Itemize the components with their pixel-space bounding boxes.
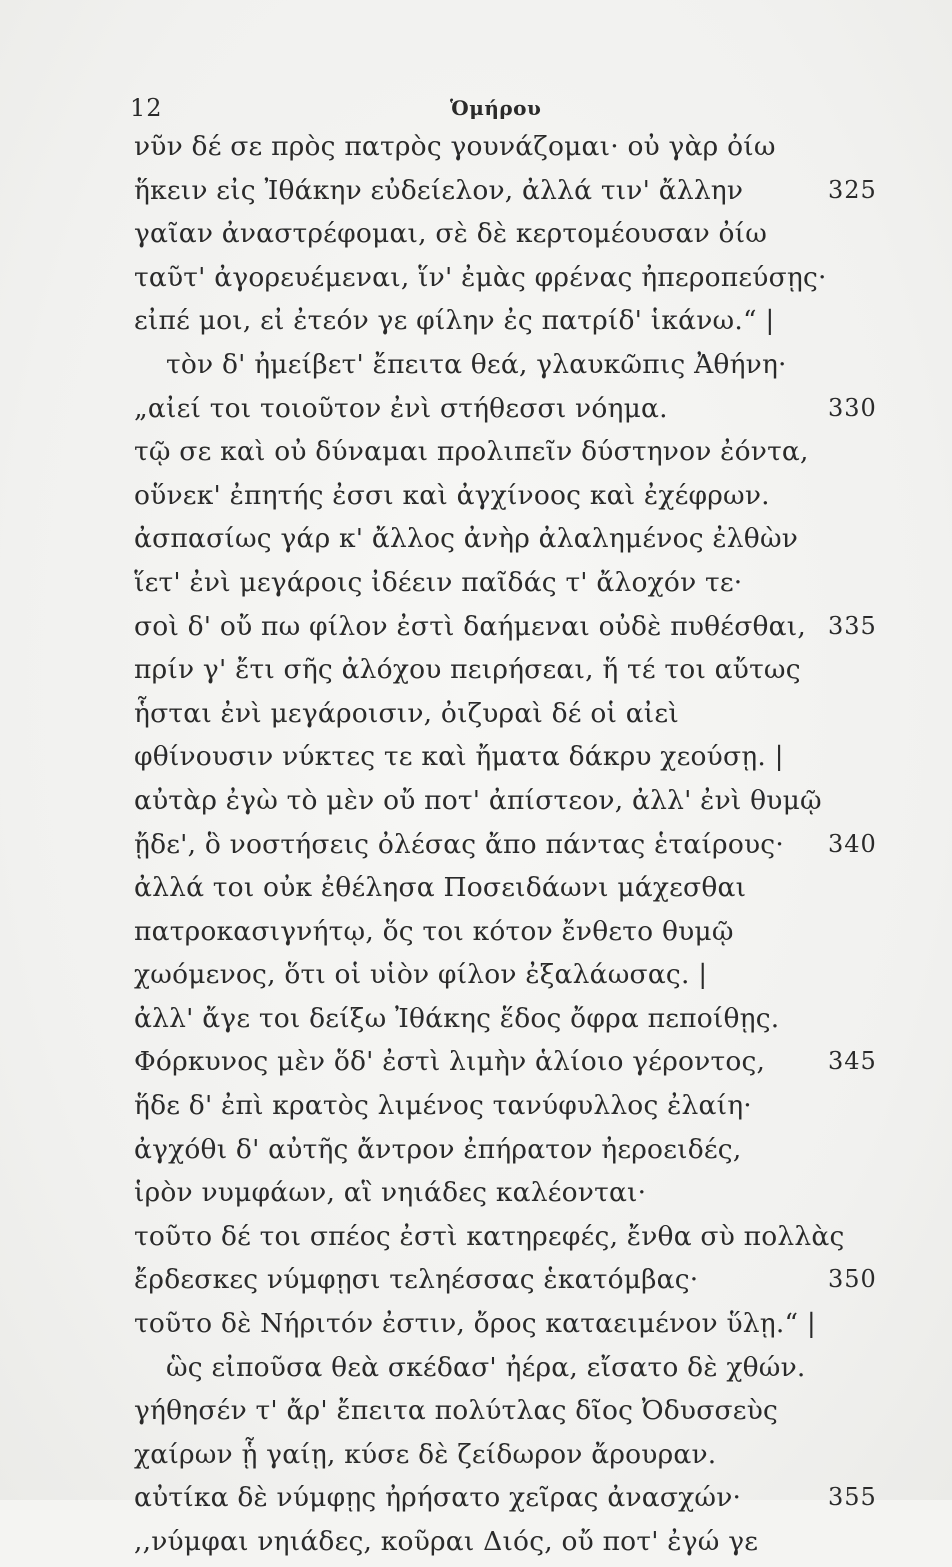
verse-line	[134, 1302, 884, 1346]
verse-text: χαίρων ᾗ γαίῃ, κύσε δὲ ζείδωρον ἄρουραν.	[134, 1438, 717, 1470]
verse-text: σοὶ δ' οὔ πω φίλον ἐστὶ δαήμεναι οὐδὲ πυθέσθαι,	[134, 610, 806, 642]
verse-line	[134, 1084, 884, 1128]
running-head: Ὁμήρου	[450, 96, 542, 120]
verse-line	[134, 648, 884, 692]
verse-line	[134, 997, 884, 1041]
verse-line	[134, 953, 884, 997]
verse-line	[134, 1520, 884, 1564]
verse-line	[134, 910, 884, 954]
verse-text: αὐτὰρ ἐγὼ τὸ μὲν οὔ ποτ' ἀπίστεον, ἀλλ' ἐνὶ θυμῷ	[134, 784, 822, 816]
verse-line	[134, 1258, 884, 1302]
verse-line	[134, 735, 884, 779]
verse-text: οὕνεκ' ἐπητής ἐσσι καὶ ἀγχίνοος καὶ ἐχέφρων.	[134, 479, 770, 511]
verse-line	[134, 517, 884, 561]
verse-text: γήθησέν τ' ἄρ' ἔπειτα πολύτλας δῖος Ὀδυσσεὺς	[134, 1395, 779, 1427]
verse-line	[134, 692, 884, 736]
verse-line	[134, 561, 884, 605]
verse-text: ἵετ' ἐνὶ μεγάροις ἰδέειν παῖδάς τ' ἄλοχόν τε·	[134, 566, 743, 598]
verse-text: τοῦτο δὲ Νήριτόν ἐστιν, ὄρος καταειμένον ὕλῃ.“ |	[134, 1308, 816, 1340]
verse-block	[134, 125, 884, 1564]
verse-text: εἰπέ μοι, εἰ ἐτεόν γε φίλην ἐς πατρίδ' ἱκάνω.“ |	[134, 305, 775, 337]
verse-line	[134, 1171, 884, 1215]
verse-text: τοῦτο δέ τοι σπέος ἐστὶ κατηρεφές, ἔνθα σὺ πολλὰς	[134, 1220, 845, 1252]
verse-text: ἥκειν εἰς Ἰθάκην εὐδείελον, ἀλλά τιν' ἄλλην	[134, 174, 744, 206]
verse-text: πρίν γ' ἔτι σῆς ἀλόχου πειρήσεαι, ἥ τέ τοι αὔτως	[134, 654, 801, 686]
line-number: 355	[828, 1483, 877, 1512]
verse-text: ,,νύμφαι νηιάδες, κοῦραι Διός, οὔ ποτ' ἐγώ γε	[134, 1526, 759, 1557]
verse-line	[134, 299, 884, 343]
verse-text: νῦν δέ σε πρὸς πατρὸς γουνάζομαι· οὐ γὰρ ὀίω	[134, 131, 776, 162]
verse-text: „αἰεί τοι τοιοῦτον ἐνὶ στήθεσσι νόημα.	[134, 392, 668, 424]
verse-text: ἥδε δ' ἐπὶ κρατὸς λιμένος τανύφυλλος ἐλαίη·	[134, 1090, 752, 1122]
verse-text: χωόμενος, ὅτι οἱ υἱὸν φίλον ἐξαλάωσας. |	[134, 959, 708, 991]
page-number: 12	[130, 94, 163, 122]
verse-text: τῷ σε καὶ οὐ δύναμαι προλιπεῖν δύστηνον ἐόντα,	[134, 436, 809, 468]
verse-line	[134, 1040, 884, 1084]
page-header	[130, 94, 830, 124]
verse-line	[134, 866, 884, 910]
line-number: 335	[828, 611, 877, 640]
verse-line	[134, 1433, 884, 1477]
verse-line	[134, 1476, 884, 1520]
verse-text: γαῖαν ἀναστρέφομαι, σὲ δὲ κερτομέουσαν ὀίω	[134, 218, 768, 250]
line-number: 350	[828, 1265, 877, 1294]
verse-line	[134, 474, 884, 518]
verse-text: ἔρδεσκες νύμφῃσι τεληέσσας ἑκατόμβας·	[134, 1264, 699, 1296]
verse-line	[134, 256, 884, 300]
verse-line	[134, 1215, 884, 1259]
verse-text: ᾔδε', ὃ νοστήσεις ὀλέσας ἄπο πάντας ἑταίρους·	[134, 828, 784, 860]
verse-text: αὐτίκα δὲ νύμφῃς ἠρήσατο χεῖρας ἀνασχών·	[134, 1482, 742, 1514]
verse-line	[134, 212, 884, 256]
verse-line	[134, 387, 884, 431]
verse-line	[134, 779, 884, 823]
verse-text: ὣς εἰποῦσα θεὰ σκέδασ' ἠέρα, εἴσατο δὲ χθών.	[166, 1351, 806, 1383]
verse-text: ἀλλά τοι οὐκ ἐθέλησα Ποσειδάωνι μάχεσθαι	[134, 872, 747, 904]
verse-text: ἀσπασίως γάρ κ' ἄλλος ἀνὴρ ἀλαλημένος ἐλθὼν	[134, 523, 799, 555]
verse-text: Φόρκυνος μὲν ὅδ' ἐστὶ λιμὴν ἁλίοιο γέροντος,	[134, 1046, 766, 1078]
verse-line	[134, 169, 884, 213]
verse-line	[134, 1128, 884, 1172]
verse-text: πατροκασιγνήτῳ, ὅς τοι κότον ἔνθετο θυμῷ	[134, 915, 734, 947]
verse-line	[134, 125, 884, 169]
verse-text: ἱρὸν νυμφάων, αἳ νηιάδες καλέονται·	[134, 1177, 647, 1209]
verse-line	[134, 343, 884, 387]
line-number: 325	[828, 175, 877, 204]
verse-text: τὸν δ' ἠμείβετ' ἔπειτα θεά, γλαυκῶπις Ἀθήνη·	[166, 348, 787, 380]
verse-text: φθίνουσιν νύκτες τε καὶ ἤματα δάκρυ χεούσῃ. |	[134, 741, 784, 773]
verse-line	[134, 823, 884, 867]
verse-text: ἀγχόθι δ' αὐτῆς ἄντρον ἐπήρατον ἠεροειδές,	[134, 1133, 742, 1165]
line-number: 330	[828, 393, 877, 422]
verse-line	[134, 430, 884, 474]
line-number: 345	[828, 1047, 877, 1076]
verse-text: ταῦτ' ἀγορευέμεναι, ἵν' ἐμὰς φρένας ἠπεροπεύσῃς·	[134, 261, 827, 293]
verse-line	[134, 1346, 884, 1390]
verse-line	[134, 1389, 884, 1433]
verse-line	[134, 605, 884, 649]
verse-text: ἧσται ἐνὶ μεγάροισιν, ὀιζυραὶ δέ οἱ αἰεὶ	[134, 697, 679, 729]
verse-text: ἀλλ' ἄγε τοι δείξω Ἰθάκης ἕδος ὄφρα πεποίθῃς.	[134, 1002, 780, 1034]
line-number: 340	[828, 829, 877, 858]
